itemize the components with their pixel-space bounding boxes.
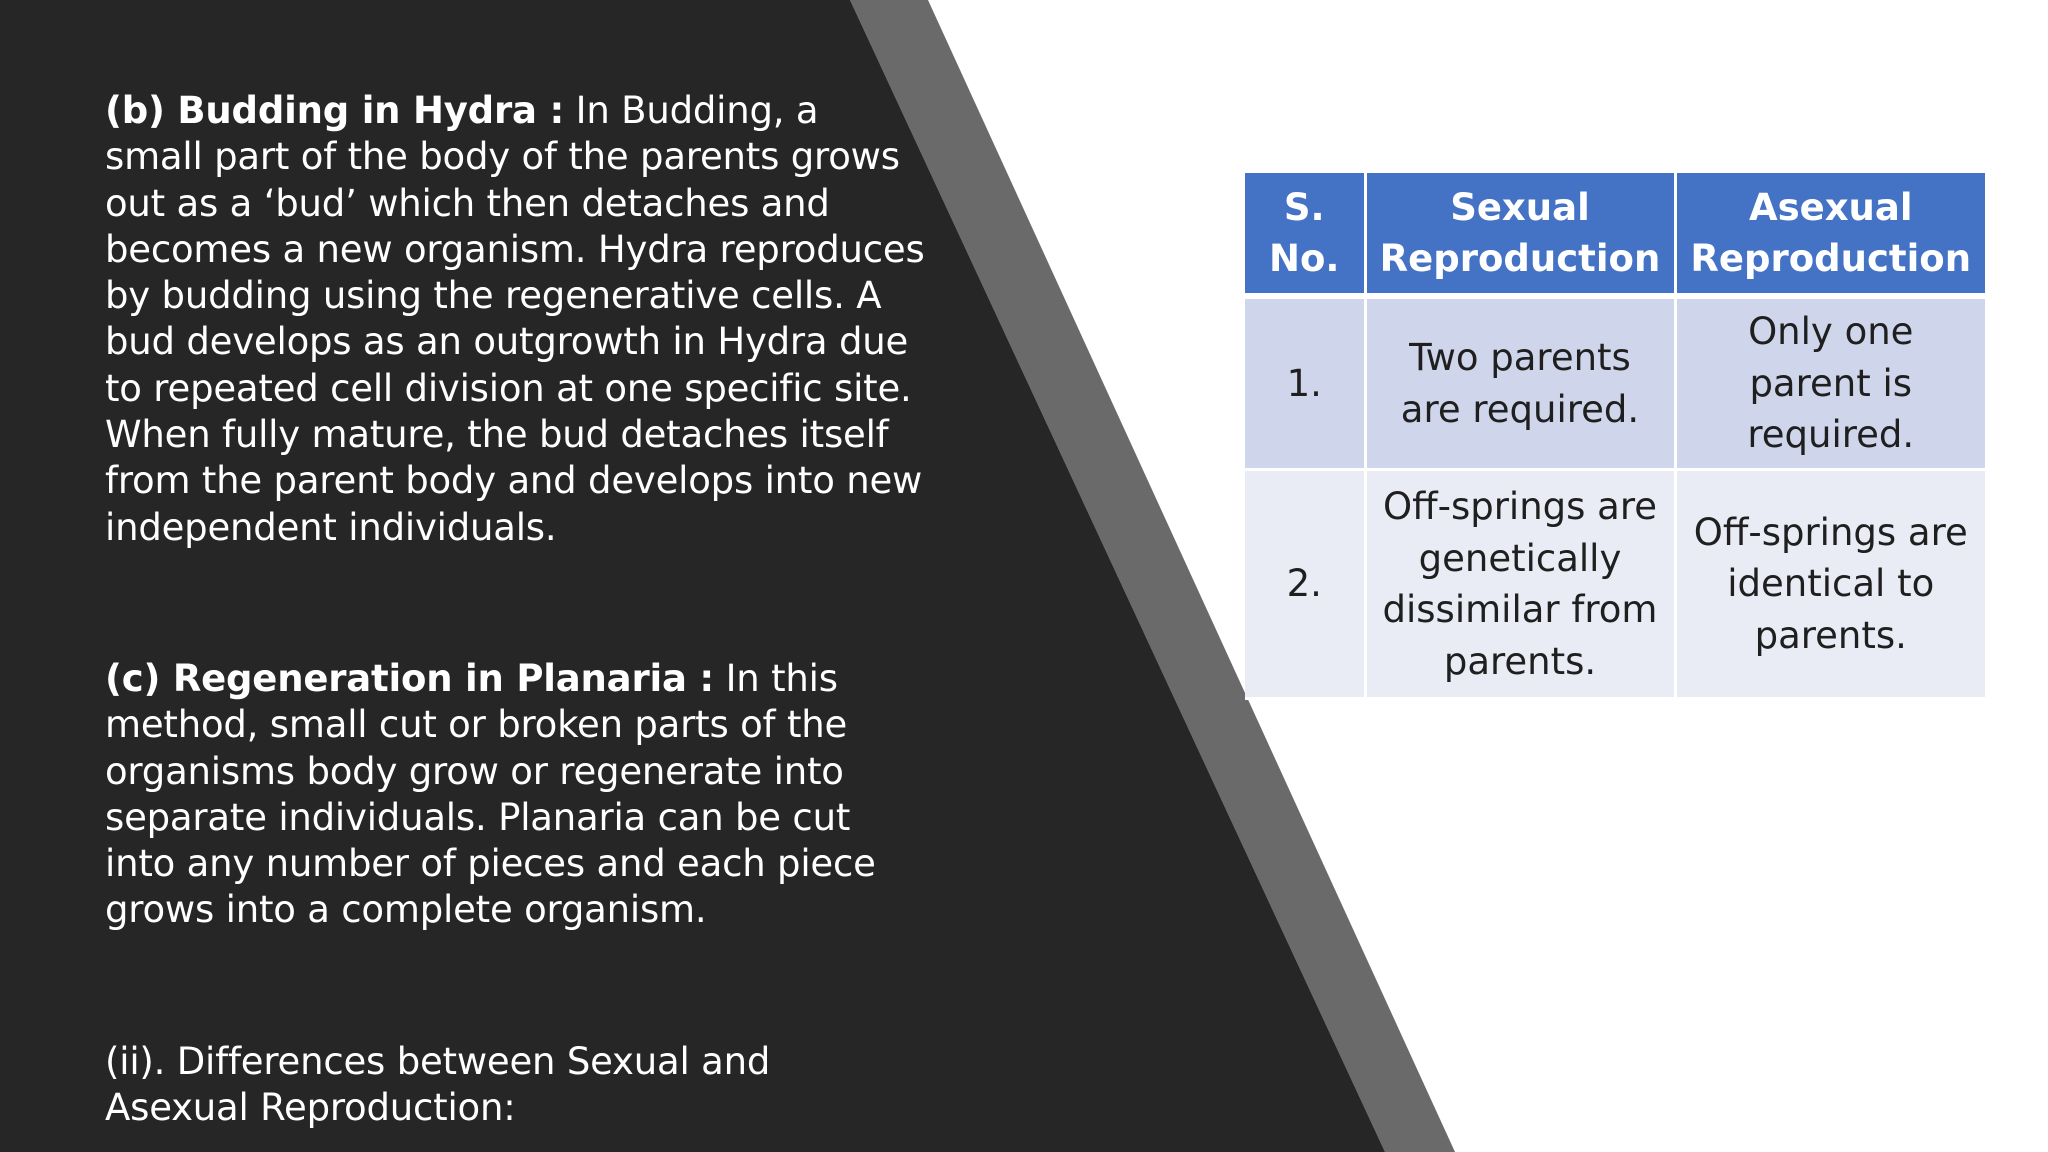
table-header-row — [1245, 173, 1985, 296]
table-cell-asexual: Off-springs are identical to parents. — [1675, 470, 1985, 699]
budding-heading: (b) Budding in Hydra : — [105, 89, 565, 132]
table-cell-sexual: Off-springs are genetically dissimilar from parents. — [1365, 470, 1675, 699]
regeneration-body: In this method, small cut or broken parts of the organisms body grow or regenerate into separate individuals. Planaria can be cut into any number of pieces and each piece grows into a complete organism. — [105, 656, 876, 932]
header-asexual-reproduction: Asexual Reproduction — [1675, 173, 1985, 296]
table-cell-serial: 2. — [1245, 470, 1365, 699]
regeneration-paragraph — [105, 656, 925, 934]
text-panel — [105, 88, 925, 1131]
regeneration-heading: (c) Regeneration in Planaria : — [105, 656, 715, 700]
table-cell-sexual: Two parents are required. — [1365, 296, 1675, 470]
comparison-table — [1245, 173, 1985, 700]
table-row — [1245, 470, 1985, 699]
budding-body: In Budding, a small part of the body of the parents grows out as a ‘bud’ which then detaches and becomes a new organism. Hydra reproduces by budding using the regenerative cells. A bud develops as an outgrowth in Hydra due to repeated cell division at one specific site. When fully mature, the bud detaches itself from the parent body and develops into new independent individuals. — [105, 89, 925, 549]
differences-intro: (ii). Differences between Sexual and Asexual Reproduction: — [105, 1039, 771, 1130]
budding-paragraph — [105, 88, 925, 551]
table-cell-serial: 1. — [1245, 296, 1365, 470]
header-sexual-reproduction: Sexual Reproduction — [1365, 173, 1675, 296]
comparison-table-wrap — [1245, 173, 1985, 700]
table-cell-asexual: Only one parent is required. — [1675, 296, 1985, 470]
table-row — [1245, 296, 1985, 470]
header-serial-no: S. No. — [1245, 173, 1365, 296]
